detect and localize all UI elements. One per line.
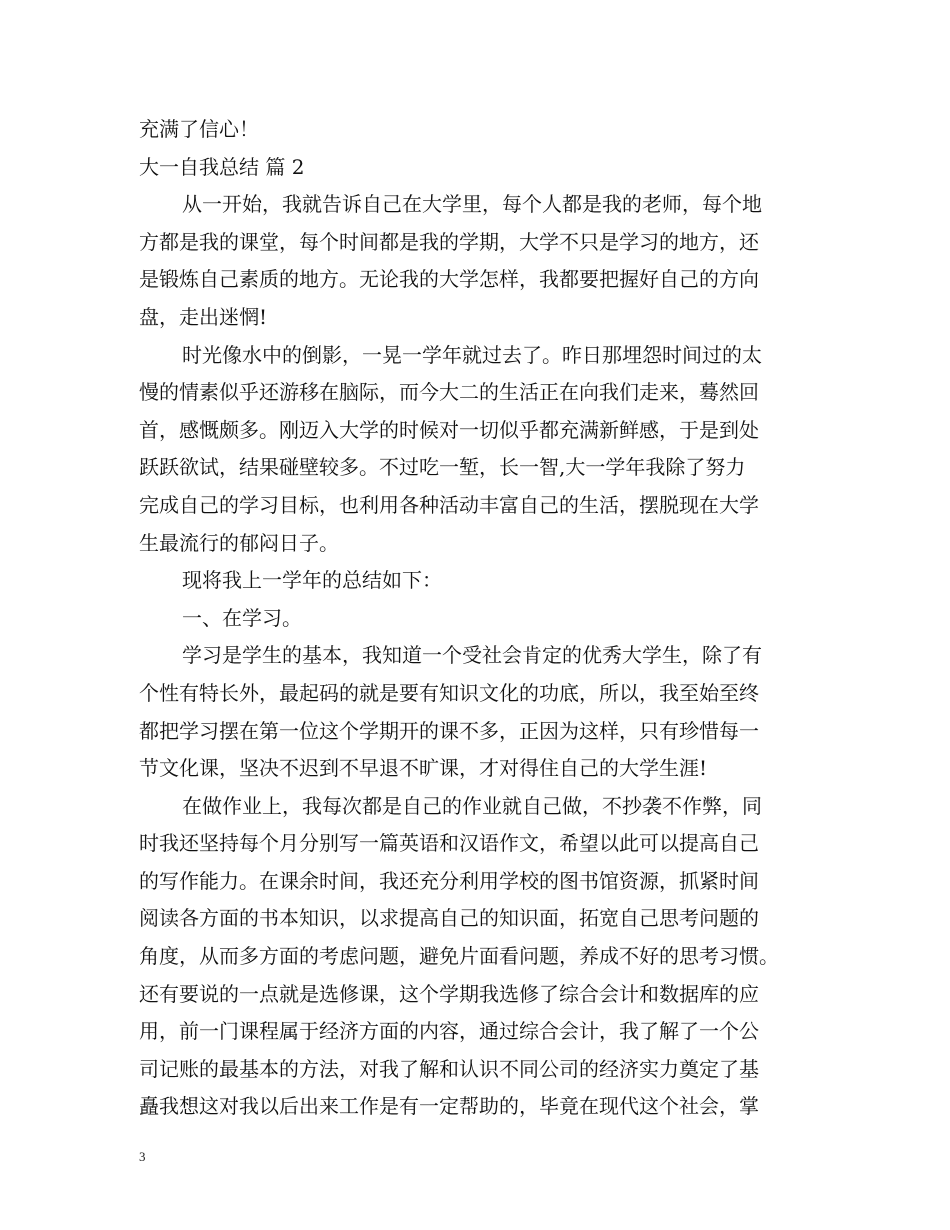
text-line: 时我还坚持每个月分别写一篇英语和汉语作文，希望以此可以提高自己 bbox=[139, 831, 759, 856]
text-line: 角度，从而多方面的考虑问题，避免片面看问题，养成不好的思考习惯。 bbox=[139, 944, 779, 969]
text-line: 矗我想这对我以后出来工作是有一定帮助的，毕竟在现代这个社会，掌 bbox=[139, 1094, 759, 1119]
text-line: 司记账的最基本的方法，对我了解和认识不同公司的经济实力奠定了基 bbox=[139, 1056, 759, 1081]
text-line: 还有要说的一点就是选修课，这个学期我选修了综合会计和数据库的应 bbox=[139, 981, 759, 1006]
text-line: 都把学习摆在第一位这个学期开的课不多，正因为这样，只有珍惜每一 bbox=[139, 718, 759, 743]
text-line: 现将我上一学年的总结如下： bbox=[182, 568, 442, 593]
text-line: 生最流行的郁闷日子。 bbox=[139, 530, 339, 555]
subsection-heading: 一、在学习。 bbox=[182, 605, 302, 630]
text-line: 方都是我的课堂，每个时间都是我的学期，大学不只是学习的地方，还 bbox=[139, 229, 759, 254]
page-number: 3 bbox=[139, 1149, 146, 1164]
section-heading: 大一自我总结 篇 2 bbox=[139, 154, 305, 179]
text-line: 盘，走出迷惘! bbox=[139, 304, 268, 329]
text-line: 慢的情素似乎还游移在脑际，而今大二的生活正在向我们走来，蓦然回 bbox=[139, 380, 759, 405]
text-line: 是锻炼自己素质的地方。无论我的大学怎样，我都要把握好自己的方向 bbox=[139, 267, 759, 292]
text-line: 学习是学生的基本，我知道一个受社会肯定的优秀大学生，除了有 bbox=[182, 643, 762, 668]
text-line: 首，感慨颇多。刚迈入大学的时候对一切似乎都充满新鲜感，于是到处 bbox=[139, 417, 759, 442]
text-line: 完成自己的学习目标，也利用各种活动丰富自己的生活，摆脱现在大学 bbox=[139, 492, 759, 517]
text-line: 阅读各方面的书本知识，以求提高自己的知识面，拓宽自己思考问题的 bbox=[139, 906, 759, 931]
document-body bbox=[139, 111, 819, 1126]
text-line: 跃跃欲试，结果碰壁较多。不过吃一堑，长一智,大一学年我除了努力 bbox=[139, 455, 746, 480]
text-line: 从一开始，我就告诉自己在大学里，每个人都是我的老师，每个地 bbox=[182, 192, 762, 217]
text-line: 节文化课，坚决不迟到不早退不旷课，才对得住自己的大学生涯! bbox=[139, 756, 708, 781]
text-line: 用，前一门课程属于经济方面的内容，通过综合会计，我了解了一个公 bbox=[139, 1019, 759, 1044]
text-line: 个性有特长外，最起码的就是要有知识文化的功底，所以，我至始至终 bbox=[139, 680, 759, 705]
text-line: 的写作能力。在课余时间，我还充分利用学校的图书馆资源，抓紧时间 bbox=[139, 868, 759, 893]
text-line: 充满了信心！ bbox=[139, 117, 259, 141]
text-line: 时光像水中的倒影，一晃一学年就过去了。昨日那埋怨时间过的太 bbox=[182, 342, 762, 367]
text-line: 在做作业上，我每次都是自己的作业就自己做，不抄袭不作弊，同 bbox=[182, 793, 762, 818]
